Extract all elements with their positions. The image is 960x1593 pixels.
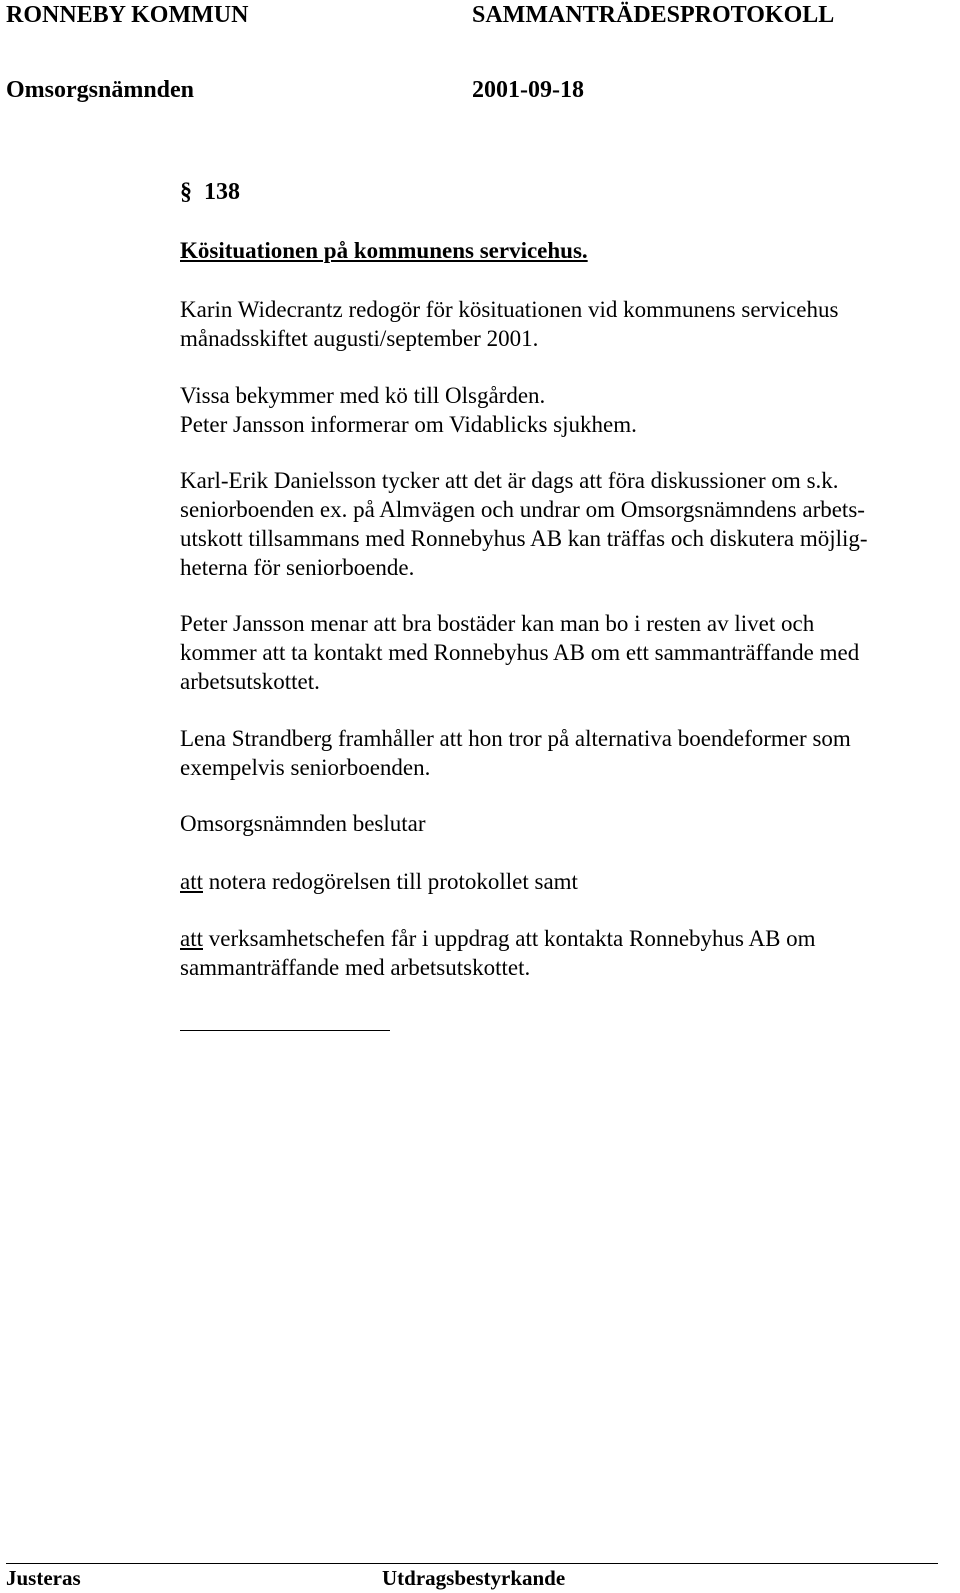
decision-item-2: [180, 924, 940, 982]
section-number-value: 138: [204, 179, 240, 205]
paragraph-line: heterna för seniorboende.: [180, 555, 415, 580]
paragraph-line: Karin Widecrantz redogör för kösituationen vid kommunens servicehus: [180, 297, 839, 322]
paragraph-line: Karl-Erik Danielsson tycker att det är dags att föra diskussioner om s.k.: [180, 468, 839, 493]
paragraph-line: kommer att ta kontakt med Ronnebyhus AB om ett sammanträffande med: [180, 640, 860, 665]
paragraph-line: Vissa bekymmer med kö till Olsgården.: [180, 383, 546, 408]
section-divider: [180, 1030, 390, 1031]
decision-text: verksamhetschefen får i uppdrag att kontakta Ronnebyhus AB om: [208, 926, 816, 951]
header-date: 2001-09-18: [472, 77, 584, 103]
paragraph-line: månadsskiftet augusti/september 2001.: [180, 326, 539, 351]
paragraph-5: [180, 724, 940, 782]
paragraph-line: Peter Jansson informerar om Vidablicks sjukhem.: [180, 412, 637, 437]
paragraph-line: Lena Strandberg framhåller att hon tror på alternativa boendeformer som: [180, 726, 851, 751]
decision-line: [180, 867, 940, 896]
decision-line: [180, 924, 940, 953]
decision-intro: Omsorgsnämnden beslutar: [180, 811, 426, 836]
paragraph-3: [180, 466, 940, 582]
paragraph-1: [180, 295, 940, 353]
header-body: Omsorgsnämnden: [6, 77, 195, 103]
paragraph-line: arbetsutskottet.: [180, 669, 320, 694]
decision-text: notera redogörelsen till protokollet samt: [208, 869, 578, 894]
paragraph-line: utskott tillsammans med Ronnebyhus AB kan träffas och diskutera möjlig-: [180, 526, 868, 551]
header-org: RONNEBY KOMMUN: [6, 2, 249, 28]
section-number: [180, 178, 240, 207]
paragraph-line: exempelvis seniorboenden.: [180, 755, 431, 780]
decision-text: sammanträffande med arbetsutskottet.: [180, 955, 531, 980]
decision-keyword: att: [180, 869, 203, 894]
header-doc-type: SAMMANTRÄDESPROTOKOLL: [472, 2, 835, 28]
paragraph-line: Peter Jansson menar att bra bostäder kan man bo i resten av livet och: [180, 611, 815, 636]
section-title: Kösituationen på kommunens servicehus.: [180, 238, 588, 263]
decision-item-1: [180, 867, 940, 896]
paragraph-2: [180, 381, 940, 439]
footer-justeras: Justeras: [6, 1566, 81, 1590]
paragraph-line: seniorboenden ex. på Almvägen och undrar om Omsorgsnämndens arbets-: [180, 497, 865, 522]
footer-utdragsbestyrkande: Utdragsbestyrkande: [382, 1566, 566, 1590]
section-symbol: §: [180, 179, 192, 205]
paragraph-4: [180, 609, 940, 696]
decision-keyword: att: [180, 926, 203, 951]
